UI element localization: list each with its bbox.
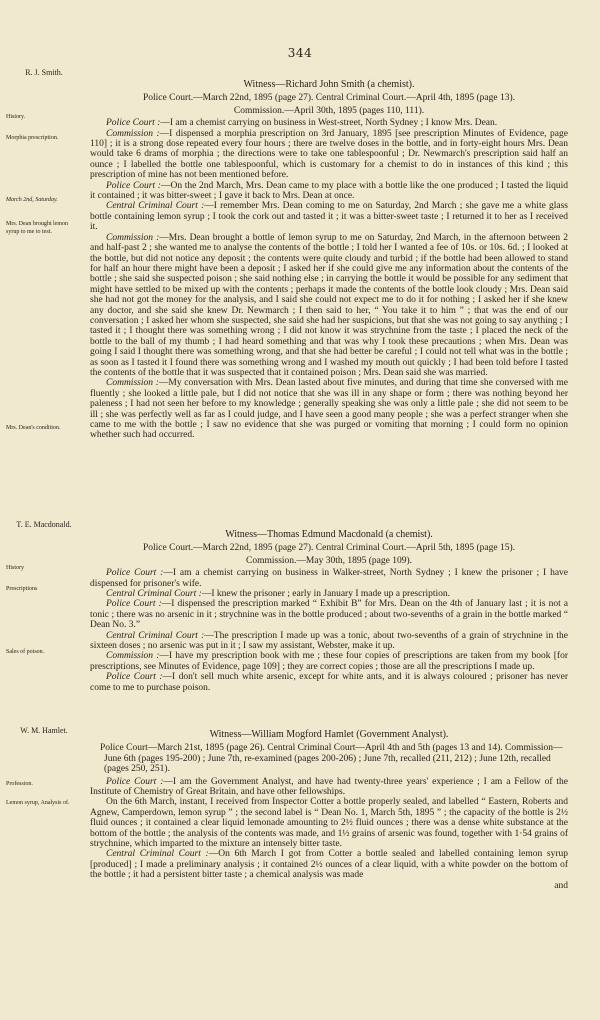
court-label: Central Criminal Court : — [106, 630, 205, 641]
testimony-paragraph — [90, 233, 568, 379]
hearing-references: Police Court—March 21st, 1895 (page 26). Central Criminal Court—April 4th and 5th (pages 13 and 14). Commission—June 6th (pages 195-200) ; June 7th, re-examined (pages 200-206) ; June 7th, recalled (211, 212) ; June 12th, recalled (pages 250, 251). — [100, 743, 563, 775]
court-label: Commission : — [106, 232, 160, 243]
catchword: and — [554, 880, 568, 891]
testimony-text — [90, 730, 568, 891]
testimony-paragraph — [90, 181, 568, 202]
testimony-paragraph — [90, 631, 568, 652]
paragraph-text: —On 6th March I got from Cotter a bottle sealed and labelled containing lemon syrup [produced] ; I made a preliminary analysis ; it contained 2½ ounces of a clear liquid, with a white powder on the bottom of the bottle ; it had a persistent bitter taste ; a chemical analysis was made — [90, 849, 568, 881]
testimony-paragraph — [90, 201, 568, 232]
paragraph-text: —I am the Government Analyst, and have had twenty-three years' experience ; I am a Fellow of the Institute of Chemistry of Great Britain, and have other fellowships. — [90, 776, 568, 798]
court-label: Central Criminal Court : — [106, 849, 209, 860]
margin-note: History — [6, 565, 24, 571]
testimony-paragraph — [90, 589, 568, 599]
margin-note: History. — [6, 114, 26, 120]
testimony-paragraph — [90, 599, 568, 630]
court-label: Commission : — [106, 378, 159, 389]
margin-note: Profession. — [6, 781, 33, 787]
paragraph-text: —I am a chemist carrying on business in West-street, North Sydney ; I know Mrs. Dean. — [160, 118, 498, 129]
paragraph-text: —I am a chemist carrying on business in Walker-street, North Sydney ; I knew the prisoner ; I have dispensed for prisoner's wife. — [90, 568, 568, 589]
testimony-paragraph — [90, 118, 568, 128]
paragraph-text: —I dispensed the prescription marked “ Exhibit B” for Mrs. Dean on the 4th of January last ; it is not a tonic ; there was no arsenic in it ; strychnine was in the bottle produced ; about two-sevenths of a grain in the bottle marked “ Dean No. 3.” — [90, 599, 568, 631]
court-label: Commission : — [106, 128, 160, 139]
testimony-paragraph — [90, 129, 568, 181]
paragraph-text: —The prescription I made up was a tonic, about two-sevenths of a grain of strychnine in the sixteen doses ; no arsenic was put in it ; I saw my assistant, Webster, make it up. — [90, 630, 568, 652]
testimony-text — [90, 530, 568, 693]
court-label: Police Court : — [106, 599, 162, 610]
hearing-references: Commission.—April 30th, 1895 (pages 110, 111). — [233, 105, 425, 116]
paragraph-text: —I knew the prisoner ; early in January I made up a prescription. — [201, 589, 451, 600]
court-label: Police Court : — [106, 568, 164, 579]
margin-note: March 2nd, Saturday. — [6, 197, 58, 203]
margin-witness-name: W. M. Hamlet. — [20, 726, 68, 735]
margin-note: Mrs. Dean's condition. — [6, 425, 61, 431]
margin-note: Morphia prescription. — [6, 135, 59, 141]
margin-witness-name: R. J. Smith. — [25, 68, 63, 77]
testimony-paragraph — [90, 568, 568, 589]
testimony-paragraph — [90, 777, 568, 798]
margin-note: Lemon syrup, Analysis of. — [6, 800, 70, 806]
witness-heading: Witness—Richard John Smith (a chemist). — [243, 79, 415, 90]
margin-note: Sales of poison. — [6, 649, 45, 655]
court-label: Commission : — [106, 651, 160, 662]
witness-heading: Witness—William Mogford Hamlet (Government Analyst). — [209, 729, 449, 740]
court-label: Police Court : — [106, 672, 163, 683]
hearing-references: Commission.—May 30th, 1895 (page 109). — [246, 555, 412, 566]
court-label: Police Court : — [106, 118, 161, 129]
paragraph-text: —Mrs. Dean brought a bottle of lemon syrup to me on Saturday, 2nd March, in the afternoon between 2 and half-past 2 ; she wanted me to analyse the contents of the bottle ; I told her I wanted a fee of 10s. or 10s. 6d. ; I looked at the bottle, but did not notice any deposit ; the contents were quite cloudy and turbid ; if the bottle had been allowed to stand for half an hour there might have been a deposit ; I asked her if she could give me any information about the contents of the bottle ; she said she suspected poison ; she said nothing else ; in carrying the bottle it would be possible for any sediment that might have settled to be mixed up with the contents ; perhaps it made the contents of the bottle look cloudy ; Mrs. Dean said she had not got the money for the analysis, and I said she could not expect me to do it for nothing ; I asked her if she knew any doctor, and she said she knew Dr. Newmarch ; I then said to her, “ You take it to him ” ; that was the end of our conversation ; I asked her whom she suspected, she said she had her suspicions, but that she was not going to say anything ; I tasted it ; I thought there was something wrong ; I did not know it was strychnine from the taste ; I placed the neck of the bottle to the ball of my thumb ; I had heard something and that was why I took these precautions ; when Mrs. Dean was going I said I thought there was something wrong, and that she had better be careful ; I could not tell what was in the bottle ; as soon as I tasted it I found there was something wrong and I washed my mouth out quickly ; I had been told before I tasted the contents of the bottle that it was suspected that it contained poison ; Mrs. Dean said she was married. — [90, 232, 568, 378]
hearing-references: Police Court.—March 22nd, 1895 (page 27). Central Criminal Court.—April 4th, 1895 (page 13). — [142, 93, 516, 104]
court-label: Police Court : — [106, 776, 164, 787]
paragraph-text: —My conversation with Mrs. Dean lasted about five minutes, and during that time she conversed with me fluently ; she looked a little pale, but I did not notice that she was ill in any shape or form ; there was nothing beyond her paleness ; I had not seen her before to my knowledge ; generally speaking she was only a little pale ; she did not seem to be ill ; she was perfectly well as far as I could judge, and I have seen a good many people ; she was a perfect stranger when she came to me with the bottle ; I saw no evidence that she was purged or vomiting that morning ; I could form no opinion whether such had occurred. — [90, 378, 568, 441]
page-number: 344 — [287, 46, 313, 60]
court-label: Central Criminal Court : — [106, 201, 205, 212]
testimony-paragraph — [90, 849, 568, 880]
margin-note: Mrs. Dean brought lemon syrup to me to test. — [6, 221, 68, 235]
testimony-text — [90, 80, 568, 441]
testimony-paragraph — [90, 797, 568, 849]
margin-note: Prescriptions — [6, 586, 38, 592]
testimony-paragraph — [90, 651, 568, 672]
testimony-paragraph — [90, 378, 568, 440]
paragraph-text: —On the 2nd March, Mrs. Dean came to my place with a bottle like the one produced ; I tasted the liquid it contained ; it was bitter-sweet ; I gave it back to Mrs. Dean at once. — [90, 180, 568, 202]
paragraph-text: —I remember Mrs. Dean coming to me on Saturday, 2nd March ; she gave me a white glass bottle containing lemon syrup ; I took the cork out and tasted it ; it was a bitter-sweet taste ; I returned it to her as I received it. — [90, 201, 568, 233]
margin-witness-name: T. E. Macdonald. — [16, 520, 72, 529]
testimony-paragraph — [90, 672, 568, 693]
court-label: Police Court : — [106, 180, 161, 191]
paragraph-text: On the 6th March, instant, I received from Inspector Cotter a bottle properly sealed, and labelled “ Eastern, Roberts and Agnew, Camperdown, lemon syrup ” ; the second label is “ Dean No. 1, March 5th, 1895 ” ; the capacity of the bottle is 2½ fluid ounces ; it contained a clear liquid lemonade amounting to 2½ fluid ounces ; there was a dense white substance at the bottom of the bottle ; the analysis of the contents was made, and 1½ grains of arsenic was found, together with 1·54 grains of strychnine, which imparted to the mixture an intensely bitter taste. — [90, 797, 568, 850]
paragraph-text: —I dispensed a morphia prescription on 3rd January, 1895 [see prescription Minutes of Evidence, page 110] ; it is a strong dose repeated every four hours ; there are twelve doses in the bottle, and in forty-eight hours Mrs. Dean would take 6 drams of morphia ; the directions were to take one tablespoonful ; Dr. Newmarch's prescription said half an ounce ; I labelled the bottle one tablespoonful, which is customary for a chemist to do in instances of this kind ; this prescription of mine has not been mentioned before. — [90, 128, 568, 181]
paragraph-text: —I don't sell much white arsenic, except for white ants, and it is always coloured ; prisoner has never come to me to purchase poison. — [90, 672, 568, 693]
witness-heading: Witness—Thomas Edmund Macdonald (a chemist). — [225, 529, 433, 540]
hearing-references: Police Court.—March 22nd, 1895 (page 27). Central Criminal Court.—April 5th, 1895 (page 15). — [142, 543, 516, 554]
paragraph-text: —I have my prescription book with me ; these four copies of prescriptions are taken from my book [for prescriptions, see Minutes of Evidence, page 109] ; they are correct copies ; those are all the prescriptions I made up. — [90, 651, 568, 672]
court-label: Central Criminal Court : — [106, 589, 202, 600]
